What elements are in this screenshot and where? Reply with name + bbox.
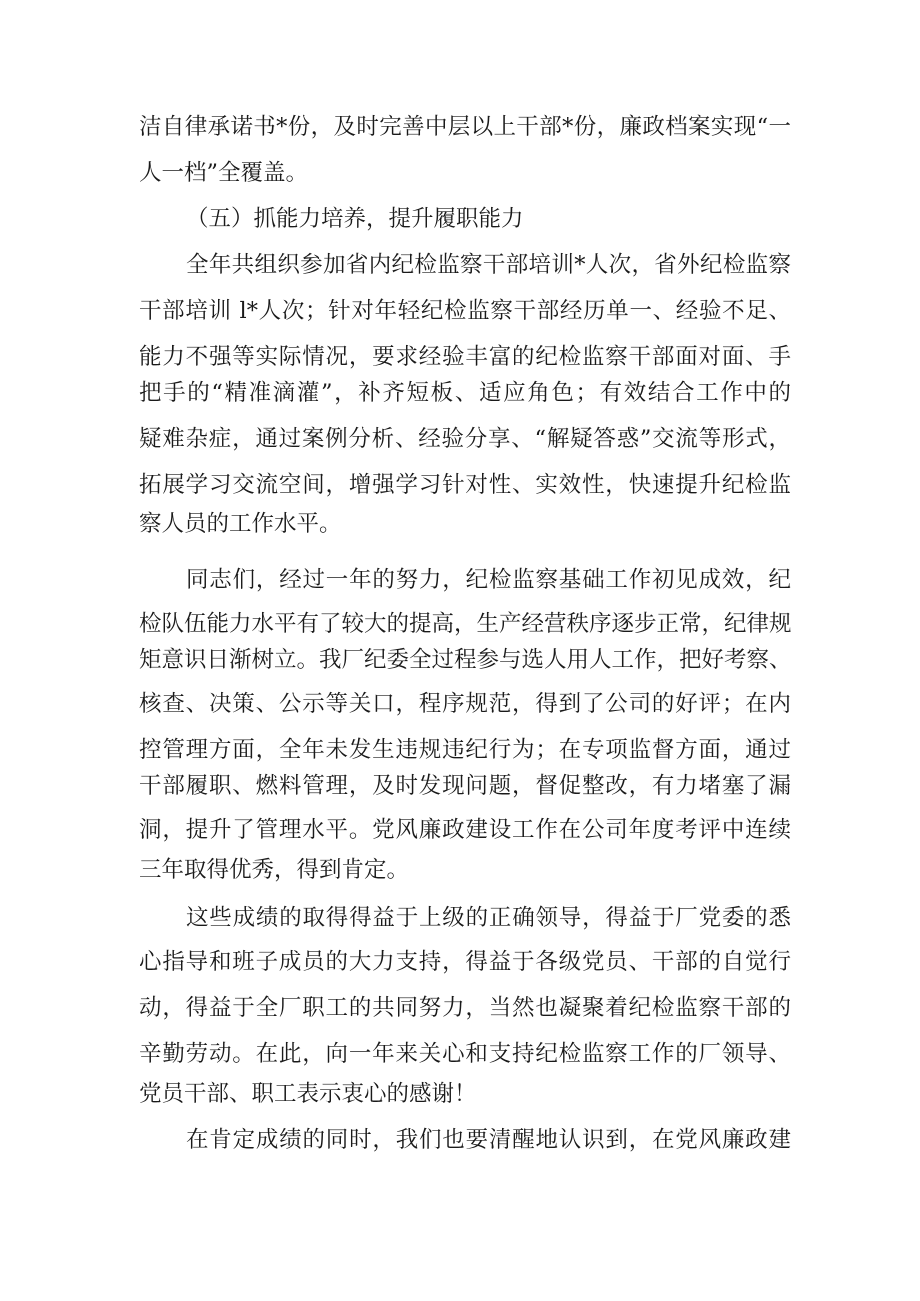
text-line: 洞，提升了管理水平。党风廉政建设工作在公司年度考评中连续 [139, 817, 791, 843]
text-line: 干部培训 l*人次；针对年轻纪检监察干部经历单一、经验不足、 [139, 298, 791, 324]
text-line: 把手的“精准滴灌”，补齐短板、适应角色；有效结合工作中的 [139, 380, 791, 406]
text-line: 检队伍能力水平有了较大的提高，生产经营秩序逐步正常，纪律规 [139, 611, 792, 637]
text-line: 人一档”全覆盖。 [139, 160, 309, 186]
text-line: 控管理方面，全年未发生违规违纪行为；在专项监督方面，通过 [139, 737, 791, 763]
text-line: 能力不强等实际情况，要求经验丰富的纪检监察干部面对面、手 [139, 344, 791, 370]
text-line: 心指导和班子成员的大力支持，得益于各级党员、干部的自觉行 [139, 949, 791, 975]
text-line: 拓展学习交流空间，增强学习针对性、实效性，快速提升纪检监 [139, 472, 791, 498]
text-line: 辛勤劳动。在此，向一年来关心和支持纪检监察工作的厂领导、 [139, 1041, 791, 1067]
text-line: 党员干部、职工表示衷心的感谢！ [139, 1081, 477, 1107]
text-line: 矩意识日渐树立。我厂纪委全过程参与选人用人工作，把好考察、 [139, 647, 792, 673]
text-line: 动，得益于全厂职工的共同努力，当然也凝聚着纪检监察干部的 [139, 995, 791, 1021]
text-line: 全年共组织参加省内纪检监察干部培训*人次，省外纪检监察 [186, 252, 791, 278]
text-line: 洁自律承诺书*份，及时完善中层以上干部*份，廉政档案实现“一 [139, 114, 791, 140]
text-line: 察人员的工作水平。 [139, 511, 342, 537]
text-line: 核查、决策、公示等关口，程序规范，得到了公司的好评；在内 [139, 691, 791, 717]
text-line: 同志们，经过一年的努力，纪检监察基础工作初见成效，纪 [186, 567, 791, 593]
text-line: 在肯定成绩的同时，我们也要清醒地认识到，在党风廉政建 [186, 1127, 791, 1153]
text-line: 三年取得优秀，得到肯定。 [139, 857, 410, 883]
section-heading: （五）抓能力培养，提升履职能力 [186, 206, 524, 232]
text-line: 这些成绩的取得得益于上级的正确领导，得益于厂党委的悉 [186, 905, 791, 931]
text-line: 疑难杂症，通过案例分析、经验分享、“解疑答惑”交流等形式， [139, 426, 791, 452]
text-line: 干部履职、燃料管理，及时发现问题，督促整改，有力堵塞了漏 [139, 773, 791, 799]
